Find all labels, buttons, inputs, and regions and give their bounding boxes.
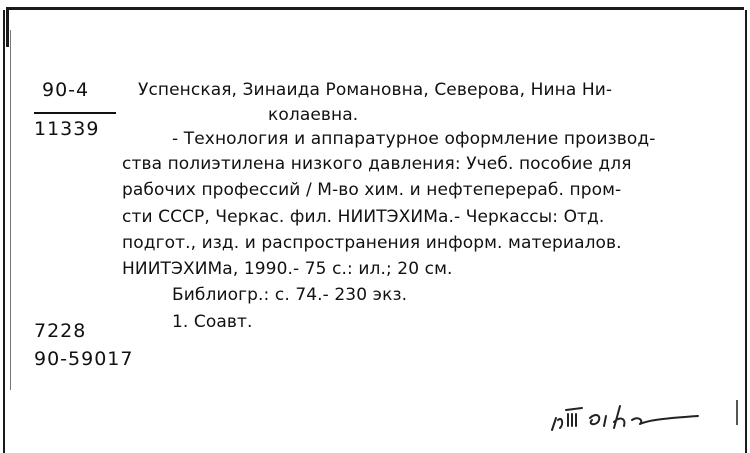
title-line-5: подгот., изд. и распространения информ. материалов.: [122, 233, 622, 253]
call-number-top: 90-4: [42, 79, 90, 101]
tracing-note: 1. Соавт.: [172, 312, 253, 332]
card-left-inner-line: [10, 30, 11, 390]
card-top-left-tick: [6, 7, 9, 47]
code-1: 7228: [34, 320, 87, 342]
imprint-line: НИИТЭХИМа, 1990.- 75 с.: ил.; 20 см.: [122, 259, 453, 279]
call-number-rule: [34, 112, 116, 114]
title-line-1: - Технология и аппаратурное оформление производ-: [172, 129, 656, 149]
handwritten-mark: [548, 402, 708, 442]
card-right-edge: [745, 10, 747, 453]
bibliography-note: Библиогр.: с. 74.- 230 экз.: [172, 285, 408, 305]
title-line-2: ства полиэтилена низкого давления: Учеб. пособие для: [122, 154, 632, 174]
card-left-edge: [3, 10, 5, 453]
author-line: Успенская, Зинаида Романовна, Северова, Нина Ни-: [138, 80, 613, 100]
author-line-cont: колаевна.: [268, 105, 359, 125]
call-number-bottom: 11339: [34, 118, 100, 140]
card-right-mark: [736, 400, 738, 425]
code-2: 90-59017: [34, 348, 134, 370]
title-line-4: сти СССР, Черкас. фил. НИИТЭХИМа.- Черкассы: Отд.: [122, 207, 605, 227]
title-line-3: рабочих профессий / М-во хим. и нефтеперераб. пром-: [122, 180, 622, 200]
card-top-edge: [6, 7, 744, 10]
